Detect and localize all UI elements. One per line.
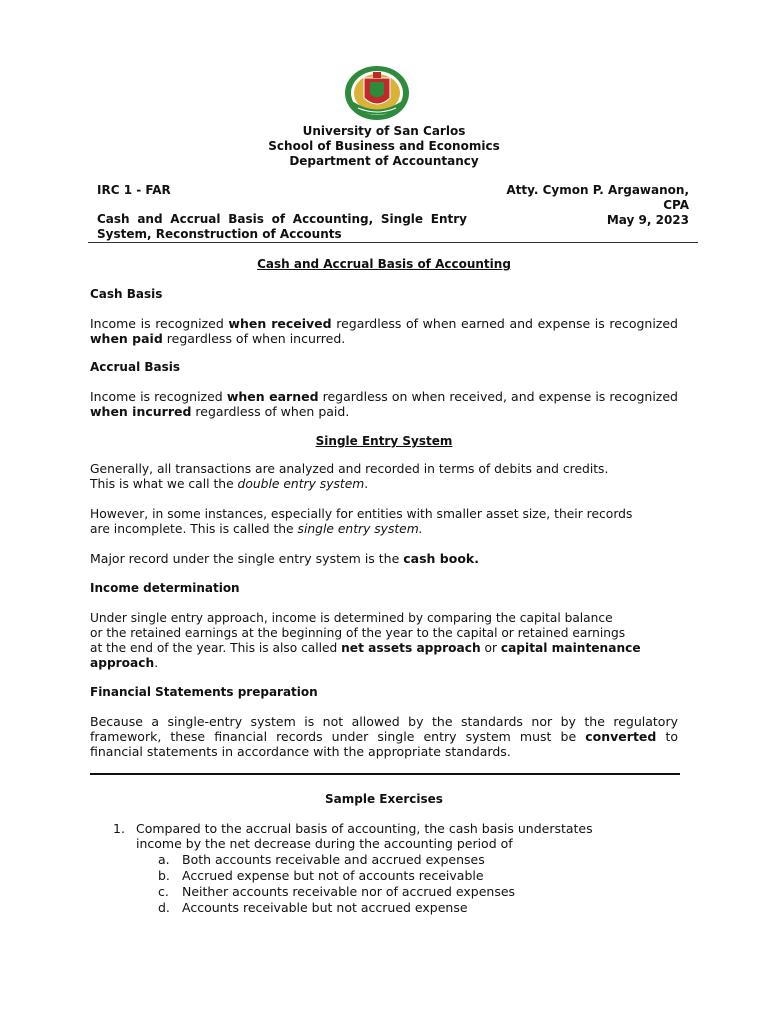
option-b: [158, 868, 484, 884]
question-text: [136, 821, 656, 851]
section-title-text: Cash and Accrual Basis of Accounting: [257, 257, 511, 271]
section-title-text: Single Entry System: [315, 434, 453, 448]
text-run: .: [154, 656, 159, 670]
bold-run: when incurred: [90, 404, 192, 419]
text-line: Compared to the accrual basis of accounting, the cash basis understates: [136, 821, 593, 836]
section-title-cash-accrual: [0, 257, 768, 271]
option-text: Neither accounts receivable nor of accrued expenses: [182, 884, 516, 899]
bold-run: approach: [90, 656, 155, 670]
text-run: Major record under the single entry system is the: [90, 551, 404, 566]
bold-run: when paid: [90, 331, 163, 346]
text-run: Income is recognized: [90, 316, 229, 331]
department-name: Department of Accountancy: [289, 154, 479, 168]
section-divider: [90, 773, 680, 775]
text-line: [90, 656, 678, 671]
cash-basis-heading: Cash Basis: [90, 287, 163, 301]
university-seal-icon: [344, 64, 410, 122]
double-entry-paragraph: [90, 462, 678, 492]
question-number: 1.: [113, 821, 125, 836]
single-entry-paragraph: [90, 507, 678, 537]
course-code: IRC 1 - FAR: [97, 183, 171, 197]
text-line: [90, 641, 678, 656]
text-run: Income is recognized: [90, 389, 227, 404]
text-line: [90, 522, 678, 537]
text-run: or: [480, 641, 501, 655]
cash-basis-paragraph: [90, 316, 678, 346]
text-run: .: [364, 477, 369, 491]
income-determination-heading: Income determination: [90, 581, 240, 595]
topic-title: [97, 212, 467, 242]
sample-exercises-title: Sample Exercises: [325, 792, 443, 806]
accrual-basis-paragraph: [90, 389, 678, 419]
bold-run: cash book.: [403, 551, 479, 566]
text-run: regardless of when incurred.: [162, 331, 346, 346]
accrual-basis-heading: Accrual Basis: [90, 360, 181, 374]
text-run: are incomplete. This is called the: [90, 522, 298, 536]
italic-run: single entry system.: [297, 522, 423, 536]
text-line: income by the net decrease during the accounting period of: [136, 836, 513, 851]
text-run: This is what we call the: [90, 477, 238, 491]
option-text: Accrued expense but not of accounts receivable: [182, 868, 484, 883]
text-run: to financial statements in accordance with the appropriate standards.: [90, 729, 679, 759]
text-line: or the retained earnings at the beginning of the year to the capital or retained earnings: [90, 626, 626, 640]
text-line: Generally, all transactions are analyzed and recorded in terms of debits and credits.: [90, 462, 609, 476]
instructor-name: Atty. Cymon P. Argawanon,: [506, 183, 689, 197]
option-letter: d.: [158, 900, 170, 915]
option-letter: c.: [158, 884, 169, 899]
text-line: However, in some instances, especially for entities with smaller asset size, their records: [90, 507, 633, 521]
income-determination-paragraph: [90, 611, 678, 671]
text-run: regardless on when received, and expense is recognized: [318, 389, 678, 404]
document-date: May 9, 2023: [606, 213, 689, 227]
instructor-block: [506, 183, 689, 228]
section-title-single-entry: [0, 434, 768, 448]
topic-line-2: System, Reconstruction of Accounts: [97, 227, 342, 241]
option-c: [158, 884, 515, 900]
option-text: Both accounts receivable and accrued expenses: [182, 852, 485, 867]
fs-preparation-heading: Financial Statements preparation: [90, 685, 318, 699]
bold-run: capital maintenance: [500, 641, 641, 655]
cash-book-paragraph: [90, 551, 678, 566]
topic-line-1: Cash and Accrual Basis of Accounting, Single Entry: [97, 212, 467, 226]
bold-run: net assets approach: [341, 641, 481, 655]
text-line: Under single entry approach, income is determined by comparing the capital balance: [90, 611, 613, 625]
text-line: [90, 477, 678, 492]
instructor-title: CPA: [663, 198, 689, 212]
bold-run: when earned: [226, 389, 319, 404]
option-text: Accounts receivable but not accrued expense: [182, 900, 468, 915]
option-letter: b.: [158, 868, 170, 883]
header-divider: [88, 242, 698, 243]
text-run: at the end of the year. This is also called: [90, 641, 342, 655]
option-letter: a.: [158, 852, 170, 867]
text-run: regardless of when earned and expense is recognized: [331, 316, 678, 331]
option-d: [158, 900, 468, 916]
option-a: [158, 852, 485, 868]
fs-preparation-paragraph: [90, 714, 678, 759]
text-run: Because a single-entry system is not allowed by the standards nor by the regulatory framework, these financial records under single entry system must be: [90, 714, 678, 744]
university-name: University of San Carlos: [302, 124, 466, 138]
italic-run: double entry system: [237, 477, 365, 491]
bold-run: converted: [585, 729, 657, 744]
text-run: regardless of when paid.: [191, 404, 350, 419]
school-name: School of Business and Economics: [268, 139, 500, 153]
bold-run: when received: [228, 316, 332, 331]
